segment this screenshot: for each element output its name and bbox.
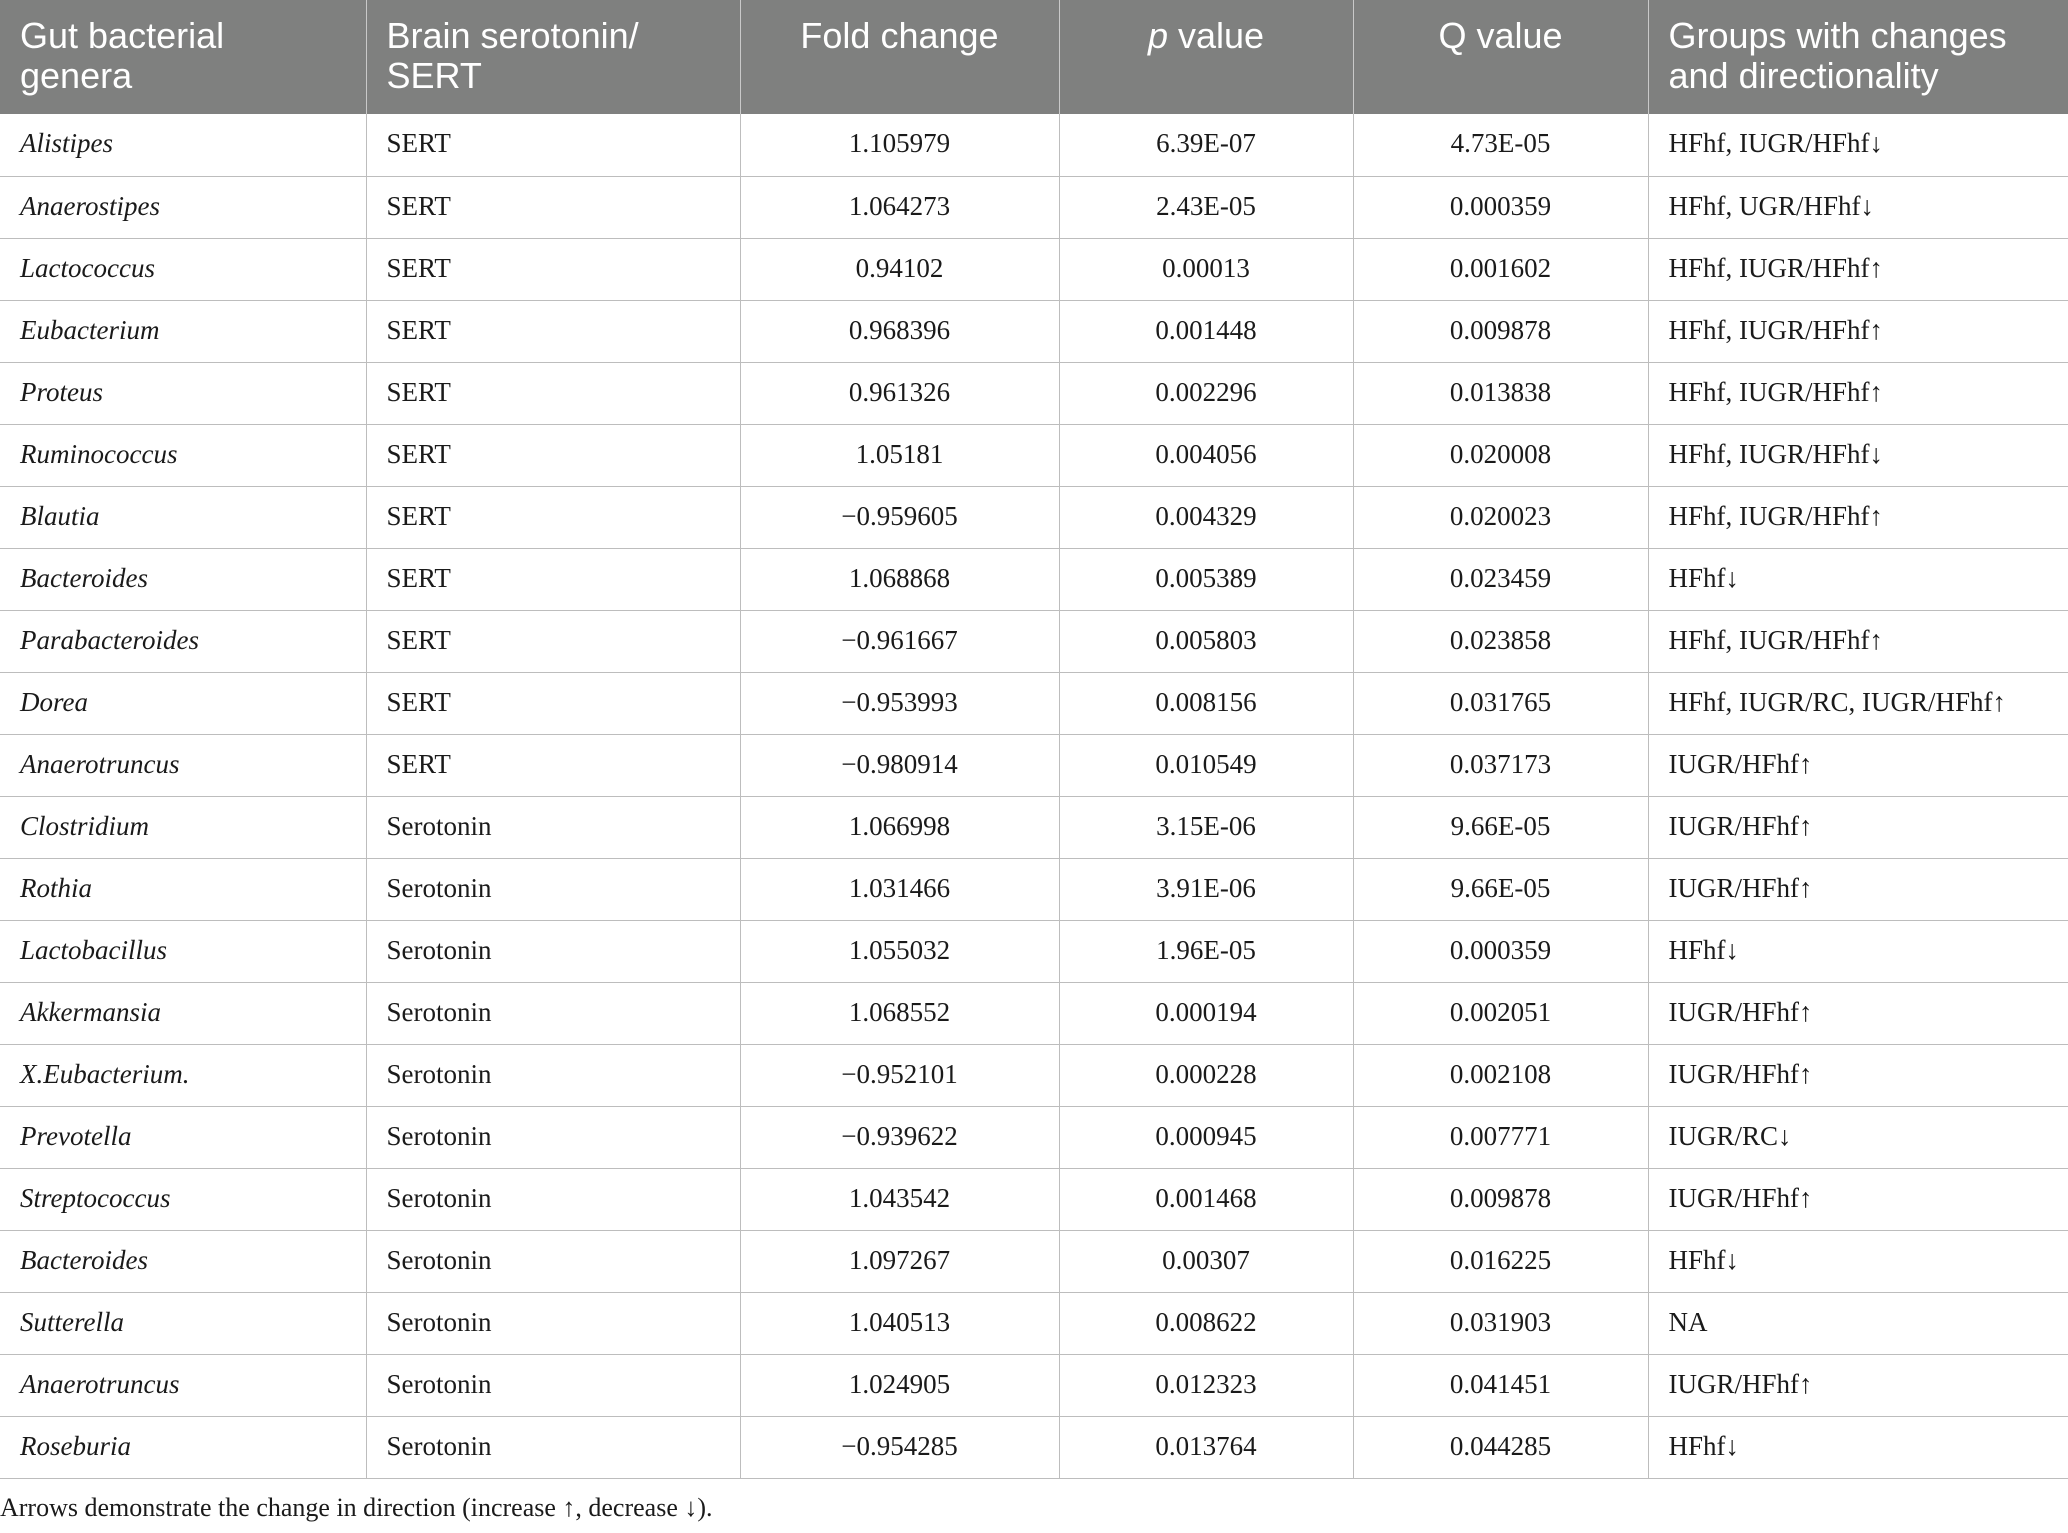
fold-change-cell: −0.961667 (740, 610, 1059, 672)
fold-change-cell: −0.953993 (740, 672, 1059, 734)
table-header (0, 0, 2068, 114)
groups-cell: HFhf, IUGR/HFhf↓ (1648, 114, 2068, 176)
p-value-cell: 0.001468 (1059, 1168, 1353, 1230)
table-footnote: Arrows demonstrate the change in direction (increase ↑, decrease ↓). (0, 1493, 713, 1522)
genus-cell: Anaerostipes (0, 176, 366, 238)
header-p-italic: p (1147, 15, 1168, 56)
target-cell: SERT (366, 610, 740, 672)
fold-change-cell: 1.068868 (740, 548, 1059, 610)
target-cell: Serotonin (366, 1106, 740, 1168)
table-row (0, 362, 2068, 424)
groups-cell: HFhf, IUGR/HFhf↑ (1648, 362, 2068, 424)
table-row (0, 486, 2068, 548)
groups-cell: HFhf↓ (1648, 1230, 2068, 1292)
table-row (0, 548, 2068, 610)
fold-change-cell: −0.939622 (740, 1106, 1059, 1168)
q-value-cell: 0.016225 (1353, 1230, 1648, 1292)
fold-change-cell: 1.031466 (740, 858, 1059, 920)
header-q-value: Q value (1353, 0, 1648, 114)
p-value-cell: 6.39E-07 (1059, 114, 1353, 176)
genus-cell: Anaerotruncus (0, 734, 366, 796)
groups-cell: HFhf, IUGR/HFhf↑ (1648, 610, 2068, 672)
q-value-cell: 9.66E-05 (1353, 796, 1648, 858)
header-row (0, 0, 2068, 114)
fold-change-cell: 1.068552 (740, 982, 1059, 1044)
q-value-cell: 0.037173 (1353, 734, 1648, 796)
genus-cell: Clostridium (0, 796, 366, 858)
fold-change-cell: 0.94102 (740, 238, 1059, 300)
genus-cell: Proteus (0, 362, 366, 424)
p-value-cell: 2.43E-05 (1059, 176, 1353, 238)
groups-cell: IUGR/HFhf↑ (1648, 982, 2068, 1044)
target-cell: SERT (366, 734, 740, 796)
target-cell: SERT (366, 176, 740, 238)
genus-cell: X.Eubacterium. (0, 1044, 366, 1106)
genus-cell: Eubacterium (0, 300, 366, 362)
q-value-cell: 0.001602 (1353, 238, 1648, 300)
target-cell: SERT (366, 114, 740, 176)
header-genera: Gut bacterial genera (0, 0, 366, 114)
target-cell: Serotonin (366, 1354, 740, 1416)
fold-change-cell: 0.961326 (740, 362, 1059, 424)
table-row (0, 176, 2068, 238)
q-value-cell: 0.007771 (1353, 1106, 1648, 1168)
genus-cell: Streptococcus (0, 1168, 366, 1230)
groups-cell: HFhf↓ (1648, 1416, 2068, 1478)
genus-cell: Akkermansia (0, 982, 366, 1044)
genus-cell: Bacteroides (0, 548, 366, 610)
q-value-cell: 0.002051 (1353, 982, 1648, 1044)
q-value-cell: 4.73E-05 (1353, 114, 1648, 176)
q-value-cell: 0.000359 (1353, 176, 1648, 238)
genus-cell: Lactobacillus (0, 920, 366, 982)
table-row (0, 1168, 2068, 1230)
fold-change-cell: 1.040513 (740, 1292, 1059, 1354)
p-value-cell: 1.96E-05 (1059, 920, 1353, 982)
groups-cell: IUGR/HFhf↑ (1648, 796, 2068, 858)
p-value-cell: 0.000228 (1059, 1044, 1353, 1106)
groups-cell: NA (1648, 1292, 2068, 1354)
table-row (0, 672, 2068, 734)
table-row (0, 1230, 2068, 1292)
q-value-cell: 0.023858 (1353, 610, 1648, 672)
fold-change-cell: 1.05181 (740, 424, 1059, 486)
p-value-cell: 0.008156 (1059, 672, 1353, 734)
p-value-cell: 0.000194 (1059, 982, 1353, 1044)
p-value-cell: 0.00307 (1059, 1230, 1353, 1292)
groups-cell: IUGR/HFhf↑ (1648, 1168, 2068, 1230)
header-fold-change: Fold change (740, 0, 1059, 114)
fold-change-cell: 1.043542 (740, 1168, 1059, 1230)
table-row (0, 858, 2068, 920)
table-row (0, 114, 2068, 176)
target-cell: Serotonin (366, 796, 740, 858)
target-cell: Serotonin (366, 920, 740, 982)
p-value-cell: 0.012323 (1059, 1354, 1353, 1416)
target-cell: Serotonin (366, 858, 740, 920)
fold-change-cell: 1.055032 (740, 920, 1059, 982)
table-row (0, 238, 2068, 300)
genus-cell: Bacteroides (0, 1230, 366, 1292)
groups-cell: HFhf↓ (1648, 920, 2068, 982)
p-value-cell: 0.013764 (1059, 1416, 1353, 1478)
genus-cell: Anaerotruncus (0, 1354, 366, 1416)
groups-cell: HFhf, IUGR/HFhf↑ (1648, 300, 2068, 362)
q-value-cell: 0.013838 (1353, 362, 1648, 424)
table-row (0, 610, 2068, 672)
table-row (0, 920, 2068, 982)
groups-cell: HFhf, IUGR/HFhf↑ (1648, 238, 2068, 300)
genus-cell: Lactococcus (0, 238, 366, 300)
target-cell: Serotonin (366, 1416, 740, 1478)
q-value-cell: 0.020023 (1353, 486, 1648, 548)
groups-cell: HFhf, UGR/HFhf↓ (1648, 176, 2068, 238)
p-value-cell: 3.15E-06 (1059, 796, 1353, 858)
q-value-cell: 0.009878 (1353, 1168, 1648, 1230)
table-row (0, 300, 2068, 362)
header-p-value (1059, 0, 1353, 114)
groups-cell: IUGR/HFhf↑ (1648, 1044, 2068, 1106)
target-cell: Serotonin (366, 1292, 740, 1354)
p-value-cell: 0.008622 (1059, 1292, 1353, 1354)
target-cell: Serotonin (366, 1168, 740, 1230)
target-cell: SERT (366, 300, 740, 362)
q-value-cell: 0.031765 (1353, 672, 1648, 734)
fold-change-cell: 1.024905 (740, 1354, 1059, 1416)
target-cell: SERT (366, 486, 740, 548)
genus-cell: Roseburia (0, 1416, 366, 1478)
genus-cell: Rothia (0, 858, 366, 920)
table-body (0, 114, 2068, 1478)
table-row (0, 1106, 2068, 1168)
p-value-cell: 0.002296 (1059, 362, 1353, 424)
q-value-cell: 0.041451 (1353, 1354, 1648, 1416)
header-target: Brain serotonin/ SERT (366, 0, 740, 114)
p-value-cell: 0.010549 (1059, 734, 1353, 796)
fold-change-cell: −0.980914 (740, 734, 1059, 796)
target-cell: SERT (366, 672, 740, 734)
target-cell: SERT (366, 548, 740, 610)
q-value-cell: 9.66E-05 (1353, 858, 1648, 920)
header-p-rest: value (1167, 15, 1265, 56)
table-row (0, 1292, 2068, 1354)
target-cell: Serotonin (366, 1230, 740, 1292)
p-value-cell: 0.005389 (1059, 548, 1353, 610)
table-row (0, 982, 2068, 1044)
p-value-cell: 0.001448 (1059, 300, 1353, 362)
q-value-cell: 0.009878 (1353, 300, 1648, 362)
header-groups: Groups with changes and directionality (1668, 15, 2007, 96)
groups-cell: IUGR/HFhf↑ (1648, 1354, 2068, 1416)
target-cell: Serotonin (366, 1044, 740, 1106)
p-value-cell: 3.91E-06 (1059, 858, 1353, 920)
genus-cell: Prevotella (0, 1106, 366, 1168)
genus-cell: Alistipes (0, 114, 366, 176)
groups-cell: HFhf, IUGR/HFhf↓ (1648, 424, 2068, 486)
target-cell: SERT (366, 362, 740, 424)
genus-cell: Ruminococcus (0, 424, 366, 486)
p-value-cell: 0.004056 (1059, 424, 1353, 486)
target-cell: Serotonin (366, 982, 740, 1044)
p-value-cell: 0.00013 (1059, 238, 1353, 300)
q-value-cell: 0.031903 (1353, 1292, 1648, 1354)
q-value-cell: 0.044285 (1353, 1416, 1648, 1478)
fold-change-cell: −0.959605 (740, 486, 1059, 548)
table-row (0, 1354, 2068, 1416)
fold-change-cell: 0.968396 (740, 300, 1059, 362)
table-row (0, 796, 2068, 858)
genus-cell: Dorea (0, 672, 366, 734)
table-row (0, 1416, 2068, 1478)
groups-cell: IUGR/HFhf↑ (1648, 858, 2068, 920)
p-value-cell: 0.000945 (1059, 1106, 1353, 1168)
fold-change-cell: 1.066998 (740, 796, 1059, 858)
table-row (0, 424, 2068, 486)
fold-change-cell: 1.097267 (740, 1230, 1059, 1292)
q-value-cell: 0.002108 (1353, 1044, 1648, 1106)
table-row (0, 734, 2068, 796)
fold-change-cell: −0.954285 (740, 1416, 1059, 1478)
q-value-cell: 0.000359 (1353, 920, 1648, 982)
p-value-cell: 0.005803 (1059, 610, 1353, 672)
q-value-cell: 0.023459 (1353, 548, 1648, 610)
q-value-cell: 0.020008 (1353, 424, 1648, 486)
groups-cell: HFhf, IUGR/RC, IUGR/HFhf↑ (1648, 672, 2068, 734)
p-value-cell: 0.004329 (1059, 486, 1353, 548)
groups-cell: IUGR/RC↓ (1648, 1106, 2068, 1168)
genus-cell: Sutterella (0, 1292, 366, 1354)
table-row (0, 1044, 2068, 1106)
target-cell: SERT (366, 238, 740, 300)
fold-change-cell: −0.952101 (740, 1044, 1059, 1106)
groups-cell: HFhf↓ (1648, 548, 2068, 610)
target-cell: SERT (366, 424, 740, 486)
genus-cell: Parabacteroides (0, 610, 366, 672)
fold-change-cell: 1.064273 (740, 176, 1059, 238)
groups-cell: HFhf, IUGR/HFhf↑ (1648, 486, 2068, 548)
genus-cell: Blautia (0, 486, 366, 548)
groups-cell: IUGR/HFhf↑ (1648, 734, 2068, 796)
fold-change-cell: 1.105979 (740, 114, 1059, 176)
